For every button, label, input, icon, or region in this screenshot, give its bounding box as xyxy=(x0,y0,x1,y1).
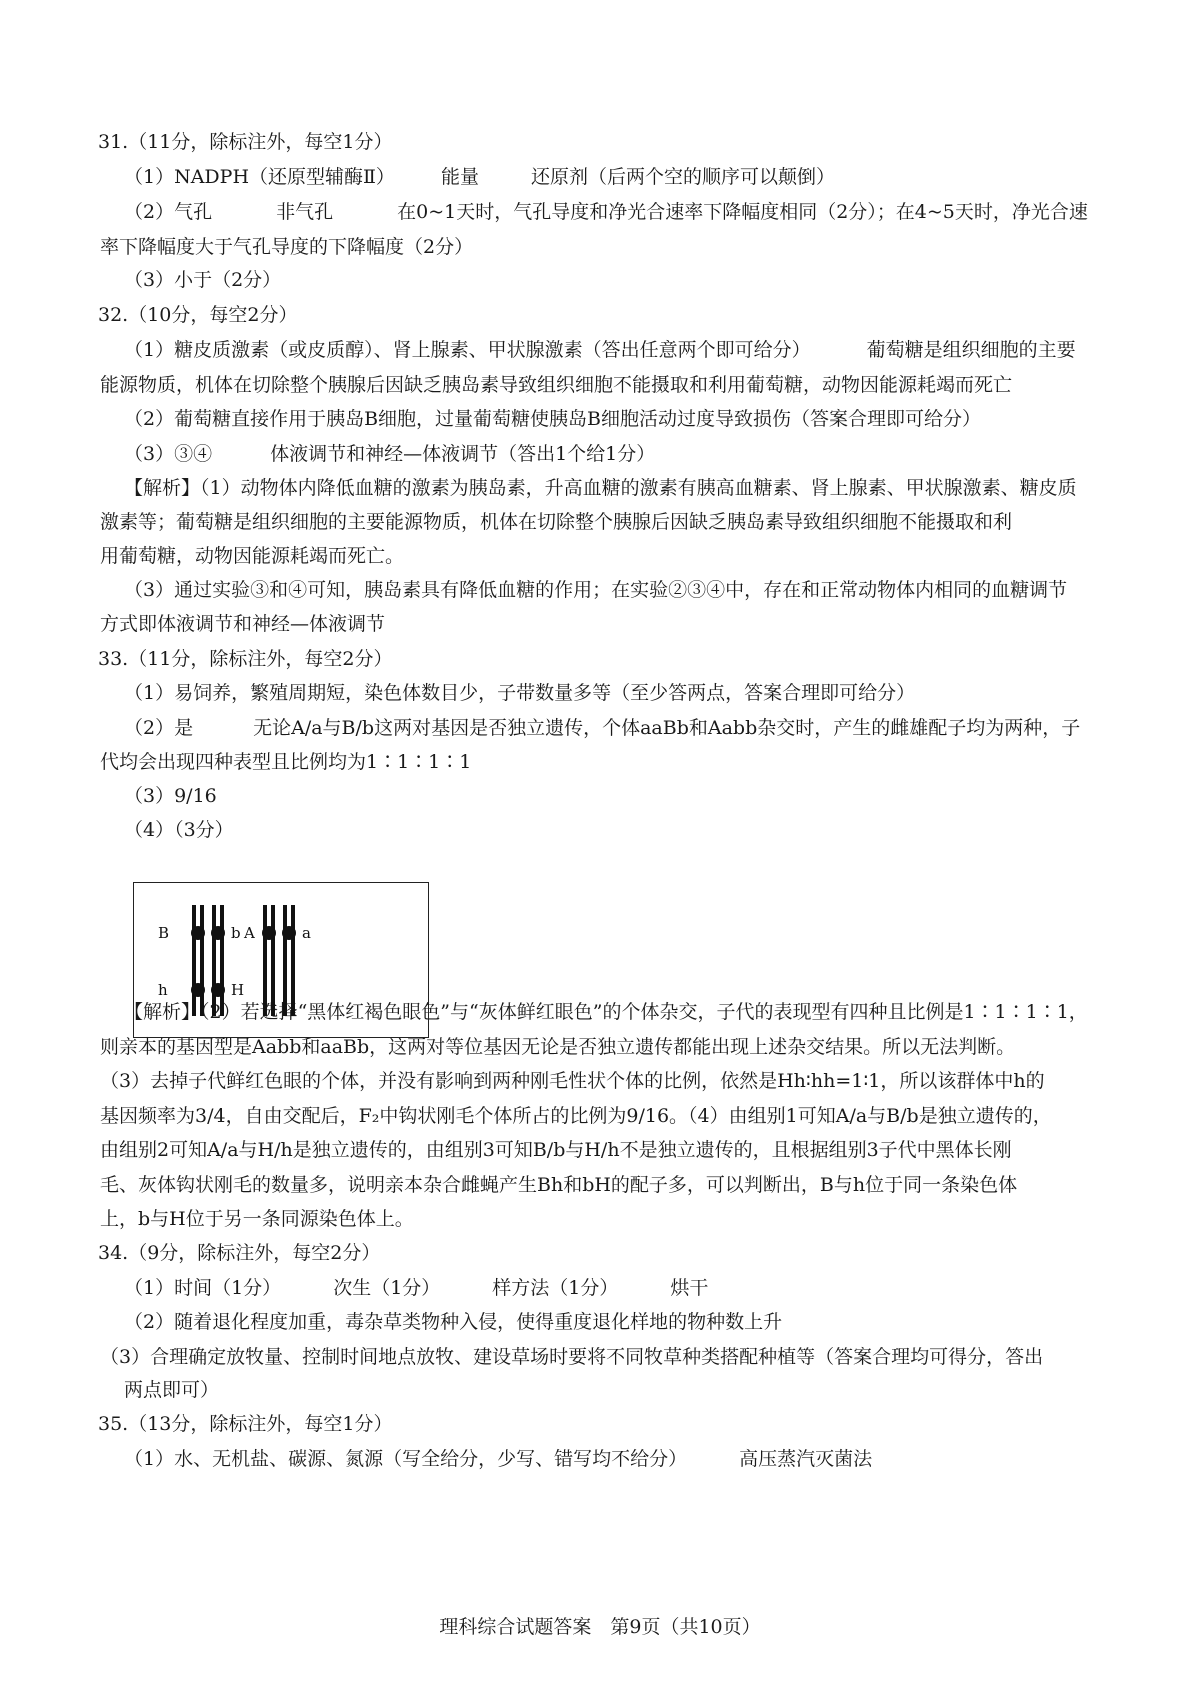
text-line: 两点即可） xyxy=(124,1379,220,1401)
answer-blank: 还原剂（后两个空的顺序可以颠倒） xyxy=(530,166,835,188)
answer-blank: 能量 xyxy=(440,166,479,188)
text-line: 方式即体液调节和神经—体液调节 xyxy=(100,613,386,635)
answer-blank: （2）是 xyxy=(124,717,194,739)
answer-blank: 样方法（1分） xyxy=(492,1277,619,1299)
text-line: 【解析】（1）动物体内降低血糖的激素为胰岛素，升高血糖的激素有胰高血糖素、肾上腺素、甲状腺激素、糖皮质 xyxy=(124,477,1077,499)
answer-blank: 高压蒸汽灭菌法 xyxy=(739,1448,873,1470)
text-line: （3）9/16 xyxy=(124,785,217,807)
text-line: 由组别2可知A/a与H/h是独立遗传的，由组别3可知B/b与H/h不是独立遗传的，且根据组别3子代中黑体长刚 xyxy=(100,1139,1012,1161)
answer-blank: 在0~1天时，气孔导度和净光合速率下降幅度相同（2分）；在4~5天时，净光合速 xyxy=(397,201,1088,223)
answer-blank: 无论A/a与B/b这两对基因是否独立遗传，个体aaBb和Aabb杂交时，产生的雌雄配子均为两种，子 xyxy=(253,717,1081,739)
text-line: 能源物质，机体在切除整个胰腺后因缺乏胰岛素导致组织细胞不能摄取和利用葡萄糖，动物因能源耗竭而死亡 xyxy=(100,374,1013,396)
label-B: B xyxy=(158,924,170,942)
answer-blank: 体液调节和神经—体液调节（答出1个给1分） xyxy=(270,443,656,465)
text-line: （3）去掉子代鲜红色眼的个体，并没有影响到两种刚毛性状个体的比例，依然是Hh∶hh=1∶1，所以该群体中h的 xyxy=(100,1070,1045,1092)
label-a: a xyxy=(302,924,311,942)
answer-blank: 非气孔 xyxy=(276,201,334,223)
label-H: H xyxy=(231,981,245,999)
page-footer: 理科综合试题答案 第9页（共10页） xyxy=(439,1616,761,1638)
chromosome-svg xyxy=(134,883,430,1039)
text-line: （1）易饲养，繁殖周期短，染色体数目少，子带数量多等（至少答两点，答案合理即可给分） xyxy=(124,682,916,704)
answer-blank: （2）气孔 xyxy=(124,201,213,223)
answer-blank: 葡萄糖是组织细胞的主要 xyxy=(866,339,1076,361)
text-line: 32.（10分，每空2分） xyxy=(98,304,298,326)
text-line xyxy=(124,1276,708,1300)
text-line: （4）（3分） xyxy=(124,819,234,841)
text-line: 则亲本的基因型是Aabb和aaBb，这两对等位基因无论是否独立遗传都能出现上述杂交结果。所以无法判断。 xyxy=(100,1036,1016,1058)
answer-blank: （1）水、无机盐、碳源、氮源（写全给分，少写、错写均不给分） xyxy=(124,1448,688,1470)
text-line: （2）葡萄糖直接作用于胰岛B细胞，过量葡萄糖使胰岛B细胞活动过度导致损伤（答案合理即可给分） xyxy=(124,408,982,430)
text-line xyxy=(124,338,1076,362)
text-line: 用葡萄糖，动物因能源耗竭而死亡。 xyxy=(100,545,405,567)
locus-B xyxy=(191,926,205,940)
text-line xyxy=(124,716,1080,740)
text-line: 35.（13分，除标注外，每空1分） xyxy=(98,1413,393,1435)
text-line: 代均会出现四种表型且比例均为1∶1∶1∶1 xyxy=(100,751,472,773)
answer-blank: 烘干 xyxy=(670,1277,709,1299)
text-line: （3）合理确定放牧量、控制时间地点放牧、建设草场时要将不同牧草种类搭配种植等（答案合理均可得分，答出 xyxy=(100,1346,1044,1368)
answer-blank: 次生（1分） xyxy=(333,1277,441,1299)
answer-blank: （1）NADPH（还原型辅酶Ⅱ） xyxy=(124,166,395,188)
text-line: 31.（11分，除标注外，每空1分） xyxy=(98,131,393,153)
chromosome-diagram xyxy=(133,882,429,1038)
text-line: （3）小于（2分） xyxy=(124,269,282,291)
text-line: 33.（11分，除标注外，每空2分） xyxy=(98,648,393,670)
text-line xyxy=(124,1447,872,1471)
locus-h xyxy=(191,983,205,997)
locus-H xyxy=(211,983,225,997)
text-line: 率下降幅度大于气孔导度的下降幅度（2分） xyxy=(100,236,474,258)
text-line xyxy=(124,200,1088,224)
answer-blank: （3）③④ xyxy=(124,443,213,465)
locus-A xyxy=(262,926,276,940)
text-line: 【解析】（2）若选择“黑体红褐色眼色”与“灰体鲜红眼色”的个体杂交，子代的表现型有四种且比例是1∶1∶1∶1， xyxy=(124,1001,1088,1023)
label-h: h xyxy=(158,981,168,999)
answer-blank: （1）时间（1分） xyxy=(124,1277,282,1299)
text-line xyxy=(124,442,655,466)
label-A: A xyxy=(244,924,255,942)
label-b: b xyxy=(231,924,241,942)
text-line: 34.（9分，除标注外，每空2分） xyxy=(98,1242,381,1264)
locus-b xyxy=(211,926,225,940)
text-line: 上，b与H位于另一条同源染色体上。 xyxy=(100,1208,414,1230)
text-line: 激素等；葡萄糖是组织细胞的主要能源物质，机体在切除整个胰腺后因缺乏胰岛素导致组织细胞不能摄取和利 xyxy=(100,511,1013,533)
text-line: （2）随着退化程度加重，毒杂草类物种入侵，使得重度退化样地的物种数上升 xyxy=(124,1311,783,1333)
text-line xyxy=(124,165,835,189)
text-line: （3）通过实验③和④可知，胰岛素具有降低血糖的作用；在实验②③④中，存在和正常动物体内相同的血糖调节 xyxy=(124,579,1068,601)
text-line: 毛、灰体钩状刚毛的数量多，说明亲本杂合雌蝇产生Bh和bH的配子多，可以判断出，B与h位于同一条染色体 xyxy=(100,1174,1018,1196)
answer-blank: （1）糖皮质激素（或皮质醇）、肾上腺素、甲状腺激素（答出任意两个即可给分） xyxy=(124,339,811,361)
text-line: 基因频率为3/4，自由交配后，F₂中钩状刚毛个体所占的比例为9/16。（4）由组别1可知A/a与B/b是独立遗传的， xyxy=(100,1105,1052,1127)
locus-a xyxy=(282,926,296,940)
